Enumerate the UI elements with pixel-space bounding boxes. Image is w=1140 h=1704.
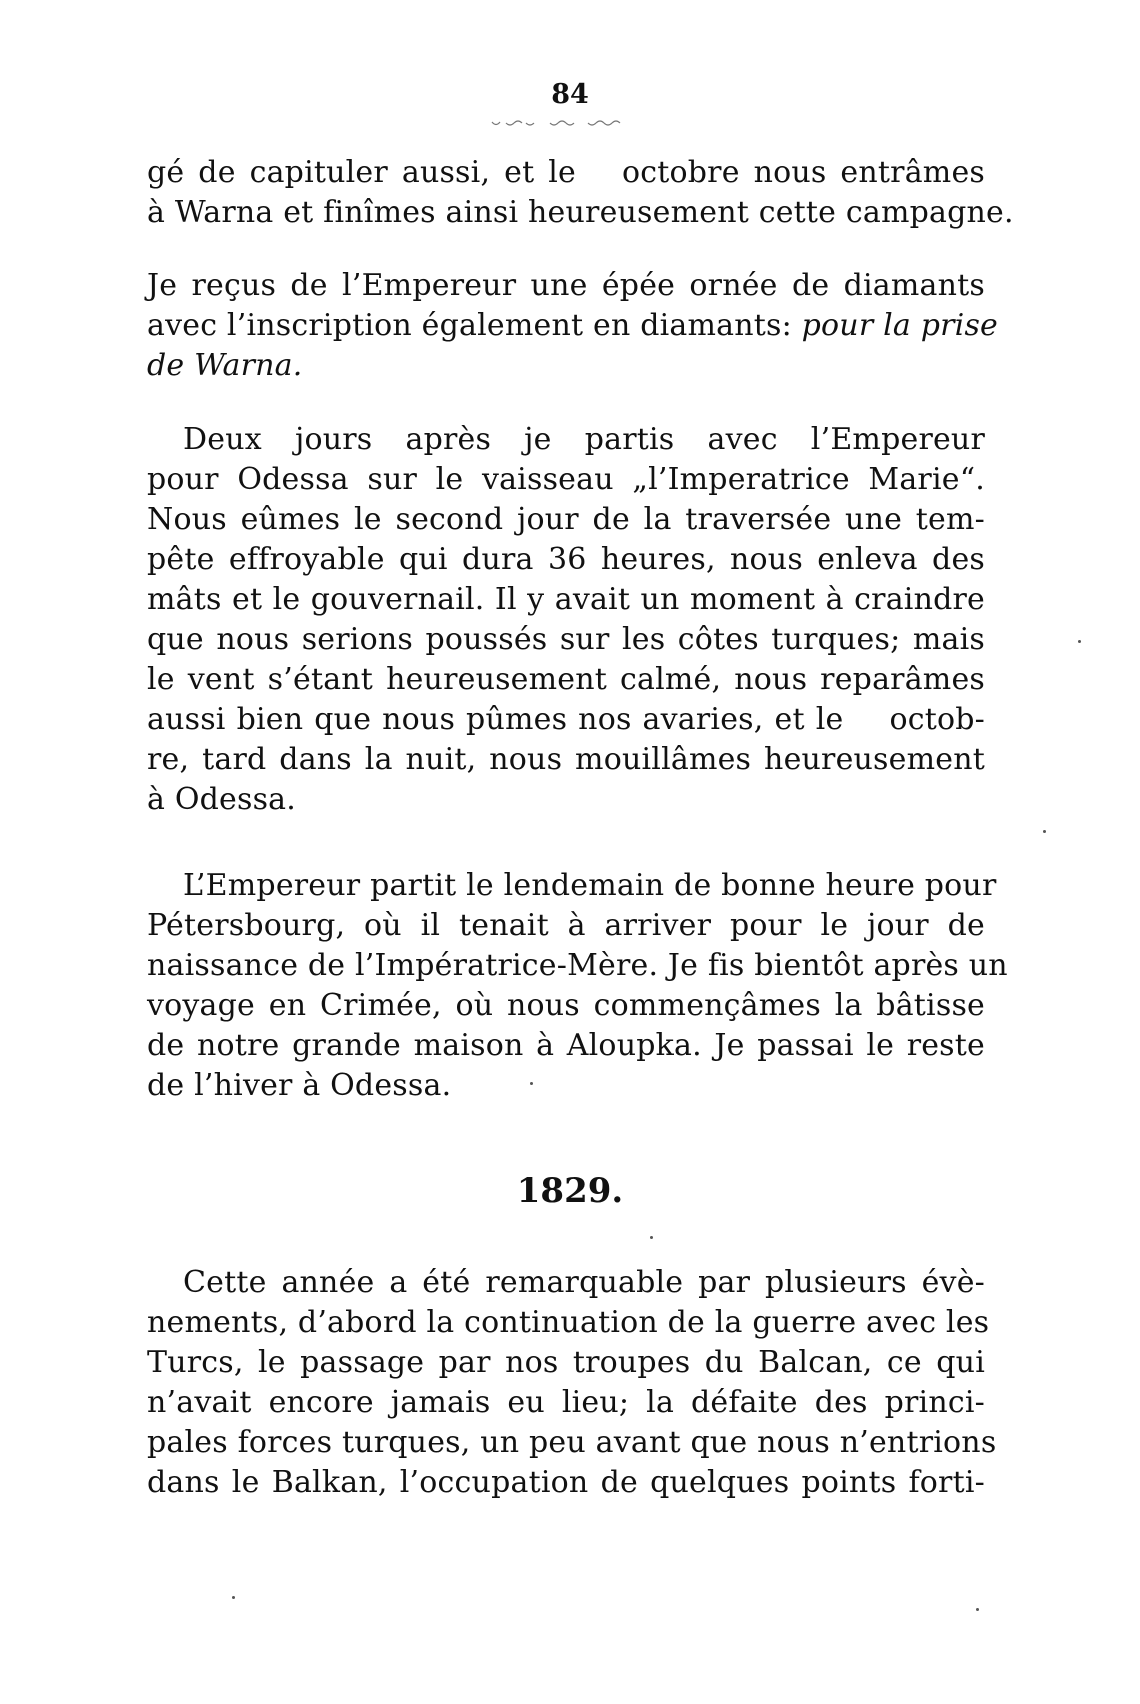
text-line: n’avait encore jamais eu lieu; la défaite des princi-	[147, 1385, 985, 1420]
page-number: 84	[551, 79, 589, 110]
paragraph-3	[147, 420, 985, 820]
text-line: dans le Balkan, l’occupation de quelques points forti-	[147, 1465, 985, 1500]
ornament-rule	[490, 118, 640, 128]
text-line: Cette année a été remarquable par plusieurs évè-	[183, 1265, 985, 1300]
scan-speck	[530, 1082, 533, 1085]
text-line: naissance de l’Impératrice-Mère. Je fis bientôt après un	[147, 948, 1008, 983]
text-line: Deux jours après je partis avec l’Empereur	[183, 422, 985, 457]
text-line: pour Odessa sur le vaisseau „l’Imperatrice Marie“.	[147, 462, 985, 497]
scan-speck	[650, 1236, 653, 1239]
scan-speck	[1043, 830, 1046, 833]
text-line: re, tard dans la nuit, nous mouillâmes heureusement	[147, 742, 985, 777]
text-line: pales forces turques, un peu avant que nous n’entrions	[147, 1425, 997, 1460]
year-heading: 1829.	[516, 1171, 624, 1211]
text-line: avec l’inscription également en diamants: pour la prise	[147, 308, 999, 343]
text-line: de Warna.	[147, 348, 303, 383]
text-line: nements, d’abord la continuation de la guerre avec les	[147, 1305, 990, 1340]
text-line: mâts et le gouvernail. Il y avait un moment à craindre	[147, 582, 985, 617]
text-line: gé de capituler aussi, et le octobre nous entrâmes	[147, 155, 985, 190]
text-line: Pétersbourg, où il tenait à arriver pour le jour de	[147, 908, 985, 943]
paragraph-5	[147, 1263, 997, 1503]
text-line: à Odessa.	[147, 782, 296, 817]
text-line: de notre grande maison à Aloupka. Je passai le reste	[147, 1028, 985, 1063]
text-line: de l’hiver à Odessa.	[147, 1068, 452, 1103]
text-line: L’Empereur partit le lendemain de bonne heure pour	[183, 868, 997, 903]
text-line: pête effroyable qui dura 36 heures, nous enleva des	[147, 542, 985, 577]
text-line: voyage en Crimée, où nous commençâmes la bâtisse	[147, 988, 985, 1023]
scan-speck	[232, 1596, 235, 1599]
text-line: à Warna et finîmes ainsi heureusement cette campagne.	[147, 195, 1014, 230]
scan-speck	[976, 1608, 979, 1611]
scan-speck	[1078, 640, 1081, 643]
text-line: le vent s’étant heureusement calmé, nous reparâmes	[147, 662, 985, 697]
text-line: Je reçus de l’Empereur une épée ornée de diamants	[147, 268, 985, 303]
paragraph-4	[147, 866, 1008, 1106]
text-line: Nous eûmes le second jour de la traversée une tem-	[147, 502, 985, 537]
text-line: Turcs, le passage par nos troupes du Balcan, ce qui	[147, 1345, 985, 1380]
text-line: que nous serions poussés sur les côtes turques; mais	[147, 622, 985, 657]
text-line: aussi bien que nous pûmes nos avaries, et le octob-	[147, 702, 985, 737]
paragraph-2	[147, 266, 999, 386]
paragraph-1	[147, 153, 1014, 233]
